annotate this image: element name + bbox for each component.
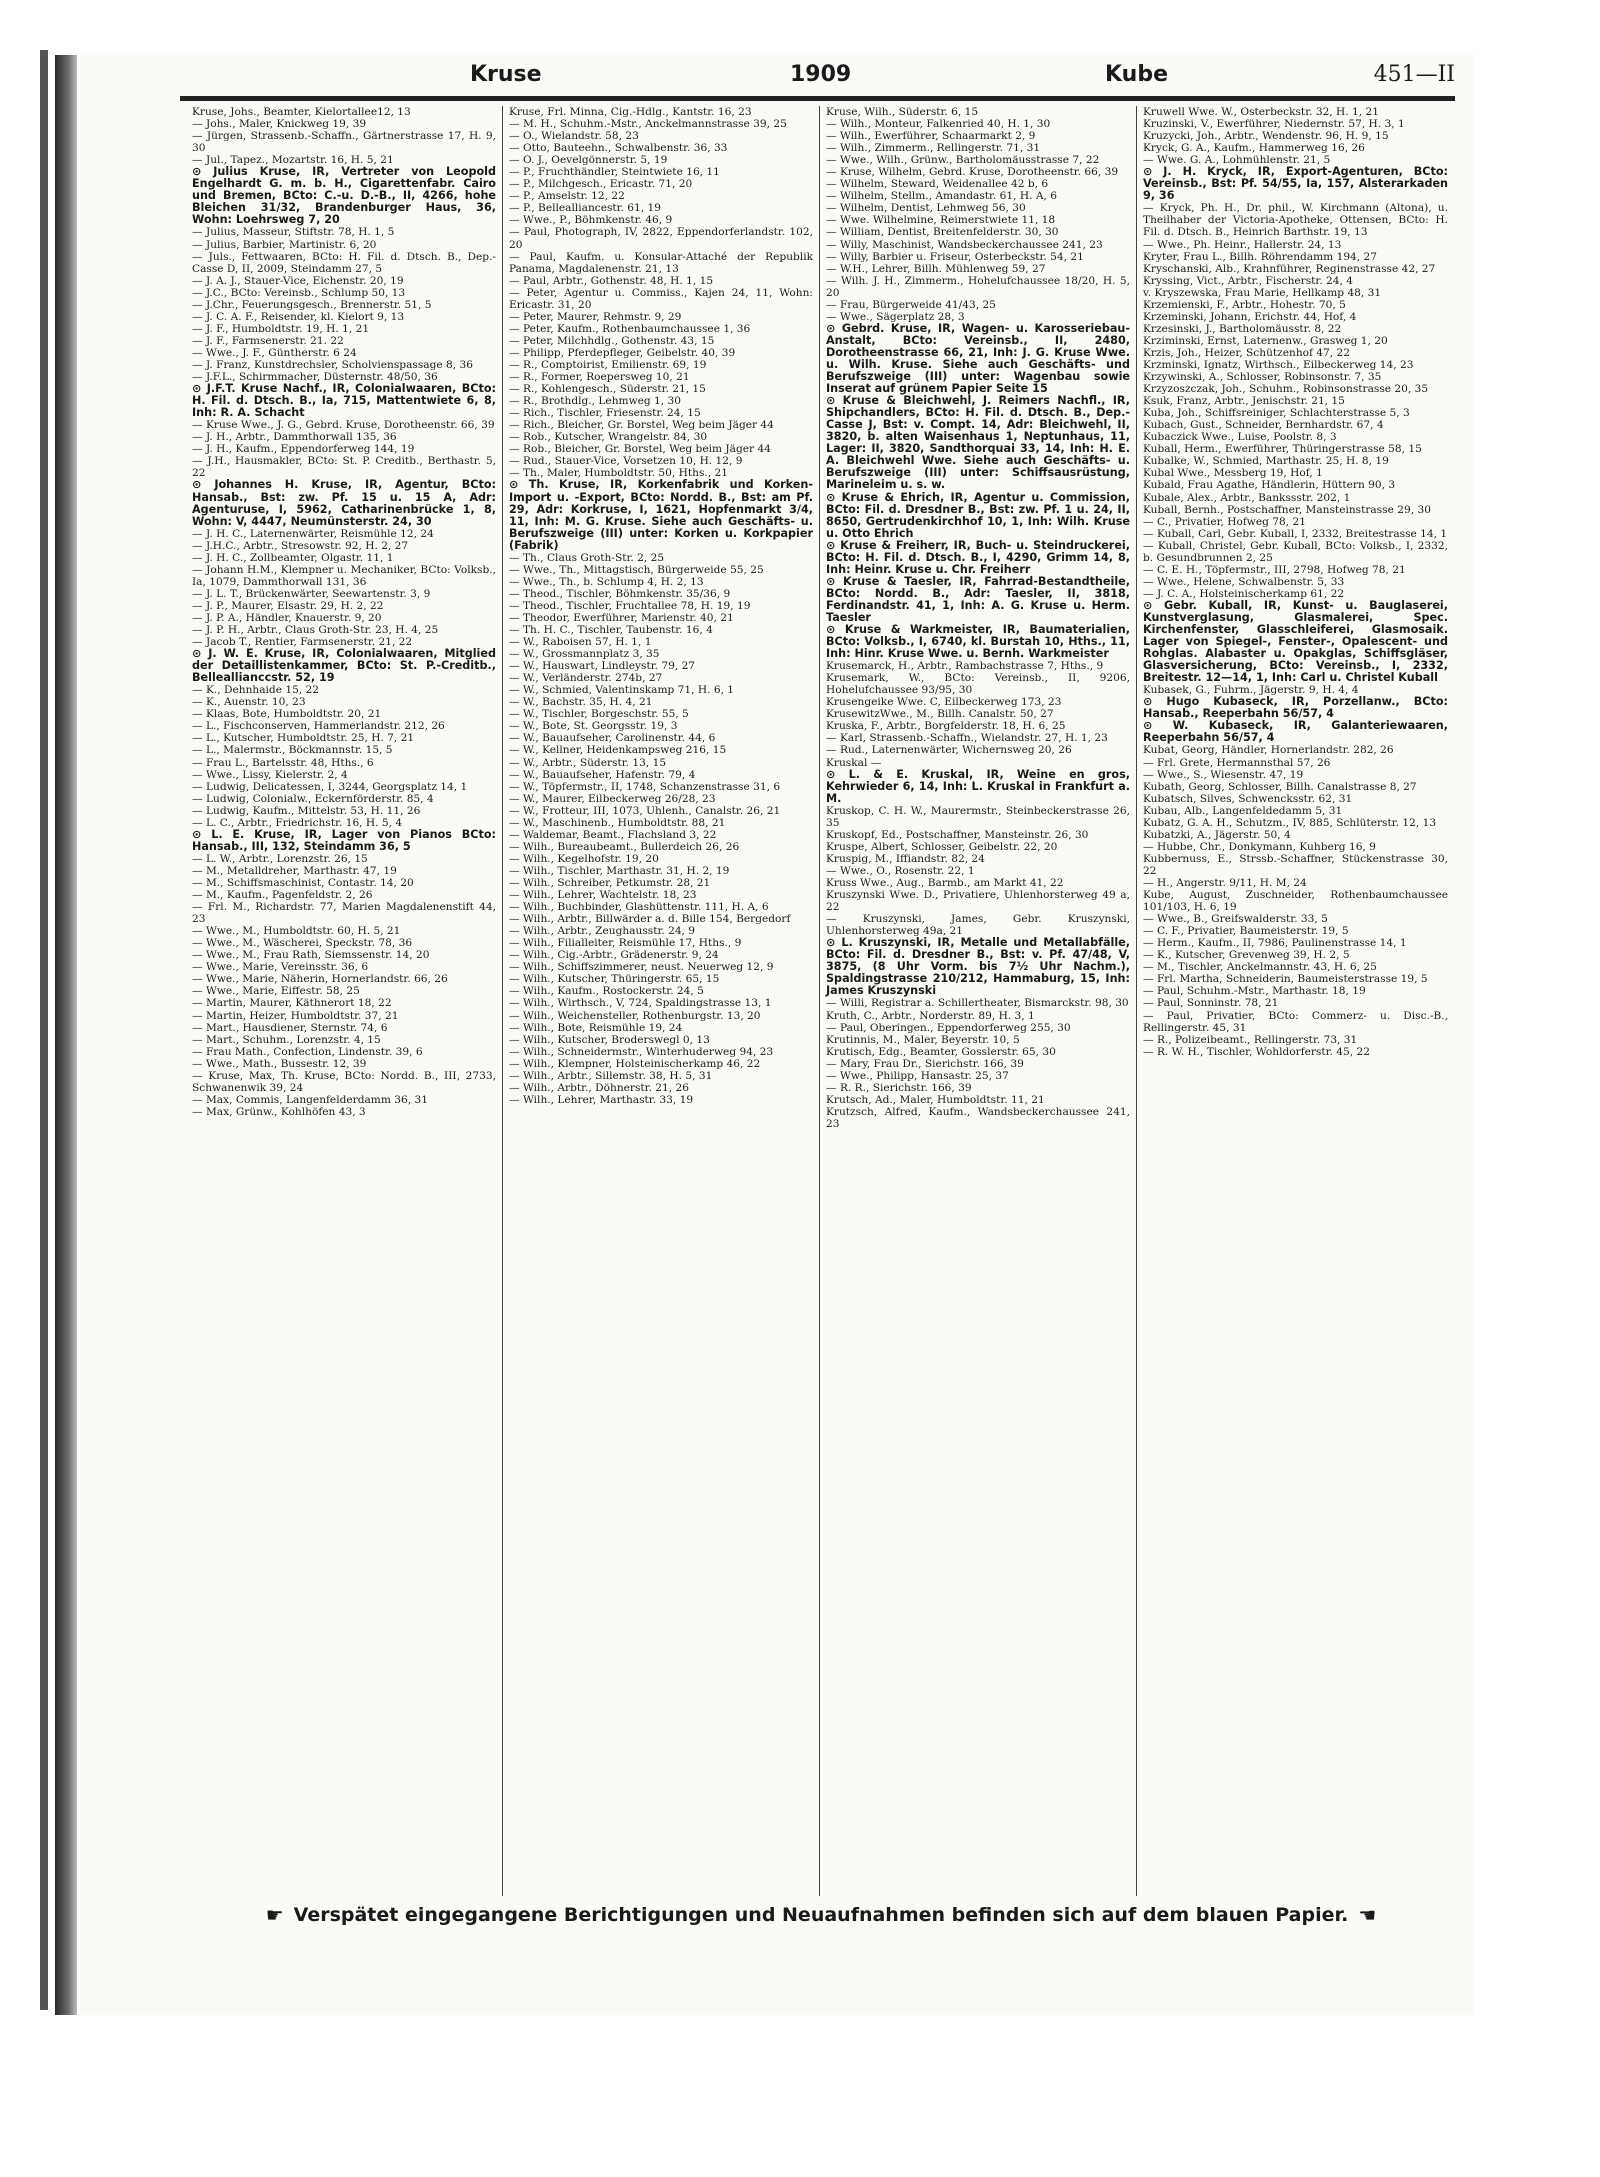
directory-entry: Krusemark, W., BCto: Vereinsb., II, 9206, Hohelufchaussee 93/95, 30 [826, 672, 1130, 697]
directory-entry: — K., Auenstr. 10, 23 [192, 696, 306, 709]
directory-entry: Krutisch, Edg., Beamter, Gosslerstr. 65, 30 [826, 1045, 1056, 1058]
directory-entry: — Hubbe, Chr., Donkymann, Kuhberg 16, 9 [1143, 840, 1376, 853]
directory-entry: Kruskopf, Ed., Postschaffner, Mansteinstr. 26, 30 [826, 828, 1089, 841]
directory-entry: ⊙ Hugo Kubaseck, IR, Porzellanw., BCto: Hansab., Reeperbahn 56/57, 4 [1143, 695, 1448, 721]
directory-entry: Kruth, C., Arbtr., Norderstr. 89, H. 3, 1 [826, 1009, 1035, 1022]
directory-entry: — Th. H. C., Tischler, Taubenstr. 16, 4 [509, 624, 713, 637]
directory-entry: Kubal Wwe., Messberg 19, Hof, 1 [1143, 467, 1323, 480]
header-year: 1909 [790, 62, 852, 87]
directory-entry: — Ludwig, Delicatessen, I, 3244, Georgsplatz 14, 1 [192, 780, 468, 793]
directory-entry: — Karl, Strassenb.-Schaffn., Wielandstr. 27, H. 1, 23 [826, 732, 1108, 745]
footer-text: Verspätet eingegangene Berichtigungen und Neuaufnahmen befinden sich auf dem blauen Papier. [293, 1904, 1349, 1926]
column-3 [820, 106, 1137, 1896]
directory-entry: ⊙ Kruse & Taesler, IR, Fahrrad-Bestandtheile, BCto: Nordd. B., Adr: Taesler, II, 3818, Ferdinandstr. 41, 1, Inh: A. G. Kruse u. Herm. Taesler [826, 574, 1130, 624]
directory-entry: — J. H. C., Laternenwärter, Reismühle 12, 24 [192, 527, 434, 540]
directory-entry: — Waldemar, Beamt., Flachsland 3, 22 [509, 828, 717, 841]
directory-entry: ⊙ Kruse & Freiherr, IR, Buch- u. Steindruckerei, BCto: H. Fil. d. Dtsch. B., I, 4290, Grimm 14, 8, Inh: Heinr. Kruse u. Chr. Freiherr [826, 538, 1130, 576]
directory-entry: — Martin, Heizer, Humboldtstr. 37, 21 [192, 1009, 399, 1022]
directory-entry: — Wilh., Arbtr., Billwärder a. d. Bille 154, Bergedorf [509, 913, 791, 926]
directory-entry: — P., Milchgesch., Ericastr. 71, 20 [509, 178, 693, 191]
directory-entry: Kruse, Johs., Beamter, Kielortallee12, 13 [192, 106, 411, 118]
directory-entry: — Wilh., Monteur, Falkenried 40, H. 1, 30 [826, 118, 1051, 131]
directory-entry: Kruspe, Albert, Schlosser, Geibelstr. 22, 20 [826, 840, 1058, 853]
directory-entry: — L., Fischconserven, Hammerlandstr. 212, 26 [192, 720, 445, 733]
directory-entry: — Philipp, Pferdepfleger, Geibelstr. 40, 39 [509, 346, 736, 359]
directory-entry: — Kuball, Carl, Gebr. Kuball, I, 2332, Breitestrasse 14, 1 [1143, 527, 1448, 540]
directory-entry: Kube, August, Zuschneider, Rothenbaumchaussee 101/103, H. 6, 19 [1143, 889, 1448, 914]
directory-entry: — Wwe., Th., Mittagstisch, Bürgerweide 55, 25 [509, 563, 764, 576]
directory-entry: — R., Kohlengesch., Süderstr. 21, 15 [509, 383, 706, 396]
directory-entry: — L., Malermstr., Böckmannstr. 15, 5 [192, 744, 393, 757]
directory-entry: — Wilh., Zimmerm., Rellingerstr. 71, 31 [826, 142, 1041, 155]
directory-entry: — Johann H.M., Klempner u. Mechaniker, BCto: Volksb., Ia, 1079, Dammthorwall 131, 36 [192, 563, 496, 588]
directory-entry: — Johs., Maler, Knickweg 19, 39 [192, 118, 367, 131]
directory-entry: Kryter, Frau L., Billh. Röhrendamm 194, 27 [1143, 250, 1378, 263]
directory-entry: — Wwe., Sägerplatz 28, 3 [826, 310, 965, 323]
directory-entry: ⊙ W. Kubaseck, IR, Galanteriewaaren, Reeperbahn 56/57, 4 [1143, 719, 1448, 745]
directory-entry: — J. H. C., Zollbeamter, Olgastr. 11, 1 [192, 551, 394, 564]
directory-entry: — M., Schiffsmaschinist, Contastr. 14, 20 [192, 877, 414, 889]
directory-entry: — J. F., Humboldtstr. 19, H. 1, 21 [192, 322, 370, 335]
directory-entry: — Wilh. J. H., Zimmerm., Hohelufchaussee 18/20, H. 5, 20 [826, 274, 1130, 299]
directory-entry: — Wwe., J. F., Güntherstr. 6 24 [192, 346, 357, 359]
directory-entry: — H., Angerstr. 9/11, H. M, 24 [1143, 877, 1307, 889]
directory-entry: ⊙ Johannes H. Kruse, IR, Agentur, BCto: Hansab., Bst: zw. Pf. 15 u. 15 A, Adr: Agenturuse, I, 5962, Catharinenbrücke 1, 8, Wohn: V, 4447, Neumünsterstr. 24, 30 [192, 478, 496, 528]
directory-entry: Kuba, Joh., Schiffsreiniger, Schlachterstrasse 5, 3 [1143, 407, 1410, 420]
directory-entry: — P., Amselstr. 12, 22 [509, 190, 625, 203]
directory-entry: — Kruszynski, James, Gebr. Kruszynski, Uhlenhorsterweg 49a, 21 [826, 913, 1130, 938]
directory-entry: — C. E. H., Töpfermstr., III, 2798, Hofweg 78, 21 [1143, 563, 1406, 576]
directory-entry: — Paul, Privatier, BCto: Commerz- u. Disc.-B., Rellingerstr. 45, 31 [1143, 1009, 1448, 1034]
directory-entry: Krzesinski, J., Bartholomäusstr. 8, 22 [1143, 322, 1342, 335]
directory-entry: Kruspig, M., Iffiandstr. 82, 24 [826, 852, 985, 865]
directory-entry: — Wilh., Schiffszimmerer, neust. Neuerweg 12, 9 [509, 961, 774, 974]
directory-entry: — R., Brothdlg., Lehmweg 1, 30 [509, 395, 682, 408]
directory-entry: KrusewitzWwe., M., Billh. Canalstr. 50, 27 [826, 708, 1054, 721]
directory-entry: — Th., Maler, Humboldtstr. 50, Hths., 21 [509, 467, 728, 480]
directory-entry: — W., Schmied, Valentinskamp 71, H. 6, 1 [509, 684, 735, 697]
directory-entry: — J. Franz, Kunstdrechsler, Scholvienspassage 8, 36 [192, 358, 473, 371]
directory-entry: — Kruse, Max, Th. Kruse, BCto: Nordd. B., III, 2733, Schwanenwik 39, 24 [192, 1069, 496, 1094]
directory-entry: — J. P., Maurer, Elsastr. 29, H. 2, 22 [192, 599, 384, 612]
directory-entry: — M., Kaufm., Pagenfeldstr. 2, 26 [192, 889, 373, 902]
directory-entry: ⊙ J.F.T. Kruse Nachf., IR, Colonialwaaren, BCto: H. Fil. d. Dtsch. B., Ia, 715, Mattentwiete 6, 8, Inh: R. A. Schacht [192, 382, 496, 420]
directory-entry: — J.Chr., Feuerungsgesch., Brennerstr. 51, 5 [192, 298, 432, 311]
directory-entry: — J. H., Arbtr., Dammthorwall 135, 36 [192, 431, 397, 444]
directory-entry: — Max, Commis, Langenfelderdamm 36, 31 [192, 1093, 428, 1106]
directory-entry: — W., Töpfermstr., II, 1748, Schanzenstrasse 31, 6 [509, 780, 781, 793]
directory-entry: Kruwell Wwe. W., Osterbeckstr. 32, H. 1, 21 [1143, 106, 1379, 118]
directory-entry: — Th., Claus Groth-Str. 2, 25 [509, 551, 665, 564]
footer-notice [186, 1900, 1456, 1930]
directory-entry: — W., Maurer, Eilbeckerweg 26/28, 23 [509, 792, 716, 805]
directory-entry: — M., Tischler, Anckelmannstr. 43, H. 6, 25 [1143, 961, 1377, 974]
directory-entry: — William, Dentist, Breitenfelderstr. 30, 30 [826, 226, 1059, 239]
directory-entry: — W., Bachstr. 35, H. 4, 21 [509, 696, 653, 709]
directory-entry: — Wilh., Klempner, Holsteinischerkamp 46, 22 [509, 1057, 761, 1070]
directory-entry: — M., Metalldreher, Marthastr. 47, 19 [192, 864, 397, 877]
directory-entry: — Wwe., P., Böhmkenstr. 46, 9 [509, 214, 673, 227]
directory-entry: — Wwe. Wilhelmine, Reimerstwiete 11, 18 [826, 214, 1056, 227]
directory-entry: — Rob., Kutscher, Wrangelstr. 84, 30 [509, 431, 708, 444]
directory-entry: — Theodor, Ewerführer, Marienstr. 40, 21 [509, 611, 734, 624]
directory-entry: — Wwe., O., Rosenstr. 22, 1 [826, 864, 975, 877]
directory-entry: Kubach, Gust., Schneider, Bernhardstr. 67, 4 [1143, 419, 1384, 432]
directory-entry: — Wilhelm, Dentist, Lehmweg 56, 30 [826, 202, 1026, 215]
directory-entry: — O. J., Oevelgönnerstr. 5, 19 [509, 154, 668, 167]
directory-entry: ⊙ Gebr. Kuball, IR, Kunst- u. Bauglaserei, Kunstverglasung, Glasmalerei, Spec. Kirchenfenster, Glasschleiferei, Glasmosaik. Lager von Spiegel-, Fenster-, Opalescent- und Rohglas. Alabaster u. Opakglas, Schiffsgläser, Glasversicherung, BCto: Vereinsb., I, 2332, Breitestr. 12—14, 1, Inh: Carl u. Christel Kuball [1143, 598, 1448, 685]
directory-entry: — Wwe., M., Humboldtstr. 60, H. 5, 21 [192, 925, 401, 938]
directory-entry: — Wwe., S., Wiesenstr. 47, 19 [1143, 768, 1304, 781]
directory-entry: — Frl. Grete, Hermannsthal 57, 26 [1143, 756, 1331, 769]
directory-entry: Krutinnis, M., Maler, Beyerstr. 10, 5 [826, 1033, 1020, 1046]
directory-entry: — Mart., Hausdiener, Sternstr. 74, 6 [192, 1021, 388, 1034]
directory-entry: — W., Bauaufseher, Carolinenstr. 44, 6 [509, 732, 716, 745]
directory-entry: — J.C., BCto: Vereinsb., Schlump 50, 13 [192, 286, 406, 299]
directory-entry: Kryck, G. A., Kaufm., Hammerweg 16, 26 [1143, 142, 1365, 155]
directory-entry: — Peter, Maurer, Rehmstr. 9, 29 [509, 310, 682, 323]
directory-entry: ⊙ L. E. Kruse, IR, Lager von Pianos BCto: Hansab., III, 132, Steindamm 36, 5 [192, 827, 496, 853]
directory-entry: — Wilhelm, Steward, Weidenallee 42 b, 6 [826, 178, 1049, 191]
directory-entry: — Frau, Bürgerweide 41/43, 25 [826, 298, 996, 311]
directory-entry: Kruzinski, V., Ewerführer, Niedernstr. 57, H. 3, 1 [1143, 118, 1405, 131]
directory-entry: Krzis, Joh., Heizer, Schützenhof 47, 22 [1143, 346, 1351, 359]
directory-entry: — J.F.L., Schirmmacher, Düsternstr. 48/50, 36 [192, 371, 438, 384]
directory-entry: Kubatzki, A., Jägerstr. 50, 4 [1143, 828, 1291, 841]
directory-entry: — W., Hauswart, Lindleystr. 79, 27 [509, 660, 696, 673]
directory-entry: — Wilh., Bureaubeamt., Bullerdeich 26, 26 [509, 840, 740, 853]
directory-entry: Kruszynski Wwe. D., Privatiere, Uhlenhorsterweg 49 a, 22 [826, 889, 1130, 914]
directory-entry: Krusemarck, H., Arbtr., Rambachstrasse 7, Hths., 9 [826, 660, 1104, 673]
directory-entry: Kubaczick Wwe., Luise, Poolstr. 8, 3 [1143, 431, 1337, 444]
directory-entry: Krziminski, Ernst, Laternenw., Grasweg 1, 20 [1143, 334, 1388, 347]
directory-entry: — Kruse, Wilhelm, Gebrd. Kruse, Dorotheenstr. 66, 39 [826, 166, 1119, 179]
directory-entry: — Wilhelm, Stellm., Amandastr. 61, H. A, 6 [826, 190, 1057, 203]
directory-entry: — Wilh., Cig.-Arbtr., Grädenerstr. 9, 24 [509, 949, 719, 962]
directory-entry: Kruskal — [826, 756, 882, 769]
directory-entry: — W., Verländerstr. 274b, 27 [509, 672, 663, 685]
directory-entry: — Jürgen, Strassenb.-Schaffn., Gärtnerstrasse 17, H. 9, 30 [192, 130, 496, 155]
directory-entry: — Rob., Bleicher, Gr. Borstel, Weg beim Jäger 44 [509, 443, 771, 456]
directory-entry: — R. W. H., Tischler, Wohldorferstr. 45, 22 [1143, 1045, 1370, 1058]
directory-entry: ⊙ Gebrd. Kruse, IR, Wagen- u. Karosseriebau-Anstalt, BCto: Vereinsb., II, 2480, Dorotheenstrasse 66, 21, Inh: J. G. Kruse Wwe. u. Wilh. Kruse. Siehe auch Geschäfts- und Berufszweige (III) unter: Wagenbau sowie Inserat auf grünem Papier Seite 15 [826, 321, 1130, 396]
directory-entry: ⊙ Kruse & Bleichwehl, J. Reimers Nachfl., IR, Shipchandlers, BCto: H. Fil. d. Dtsch. B., Dep.-Casse J, Bst: v. Compt. 14, Adr: Bleichwehl, II, 3820, b. alten Waisenhaus 1, Neptunhaus, 11, Lager: II, 3820, Sandthorquai 33, 14, Inh: H. E. A. Bleichwehl Wwe. Siehe auch Geschäfts- u. Berufszweige (III) unter: Schiffsausrüstung, Marineleim u. s. w. [826, 394, 1130, 492]
directory-entry: ⊙ Kruse & Ehrich, IR, Agentur u. Commission, BCto: Fil. d. Dresdner B., Bst: zw. Pf. 1 u. 24, II, 8650, Gertrudenkirchhof 10, 1, Inh: Wilh. Kruse u. Otto Ehrich [826, 490, 1130, 540]
directory-entry: — J. P. A., Händler, Knauerstr. 9, 20 [192, 611, 382, 624]
directory-entry: Kubalke, W., Schmied, Marthastr. 25, H. 8, 19 [1143, 455, 1389, 468]
directory-entry: — Wilh., Arbtr., Zeughausstr. 24, 9 [509, 925, 696, 938]
directory-entry: — Wilh., Wirthsch., V, 724, Spaldingstrasse 13, 1 [509, 997, 772, 1010]
directory-entry: Kubat, Georg, Händler, Hornerlandstr. 282, 26 [1143, 744, 1394, 757]
directory-entry: Krzywinski, A., Schlosser, Robinsonstr. 7, 35 [1143, 371, 1382, 384]
directory-entry: Kruska, F., Arbtr., Borgfelderstr. 18, H. 6, 25 [826, 720, 1066, 733]
header-left-keyword: Kruse [470, 62, 542, 87]
directory-entry: ⊙ Th. Kruse, IR, Korkenfabrik und Korken-Import u. -Export, BCto: Nordd. B., Bst: am Pf. 29, Adr: Korkruse, I, 1621, Hopfenmarkt 3/4, 11, Inh: M. G. Kruse. Siehe auch Geschäfts- u. Berufszweige (III) unter: Korken u. Korkpapier (Fabrik) [509, 478, 813, 552]
directory-entry: — L. C., Arbtr., Friedrichstr. 16, H. 5, 4 [192, 816, 403, 829]
directory-entry: — R., Comptoirist, Emilienstr. 69, 19 [509, 358, 707, 371]
directory-entry: — Wwe., Marie, Vereinsstr. 36, 6 [192, 961, 369, 974]
directory-entry: — Wwe., M., Wäscherei, Speckstr. 78, 36 [192, 937, 413, 950]
directory-entry: — Martin, Maurer, Käthnerort 18, 22 [192, 997, 392, 1010]
directory-entry: — Jul., Tapez., Mozartstr. 16, H. 5, 21 [192, 154, 394, 167]
directory-entry: Kubale, Alex., Arbtr., Bankssstr. 202, 1 [1143, 491, 1351, 504]
directory-entry: — Wilh., Tischler, Marthastr. 31, H. 2, 19 [509, 864, 730, 877]
directory-entry: — L., Kutscher, Humboldtstr. 25, H. 7, 21 [192, 732, 415, 745]
directory-entry: — Wilh., Buchbinder, Glashüttenstr. 111, H. A, 6 [509, 901, 769, 914]
directory-entry: — Wilh., Weichensteller, Rothenburgstr. 13, 20 [509, 1009, 761, 1022]
column-1 [186, 106, 503, 1896]
directory-entry: — C. F., Privatier, Baumeisterstr. 19, 5 [1143, 925, 1349, 938]
directory-entry: Krutsch, Ad., Maler, Humboldtstr. 11, 21 [826, 1093, 1045, 1106]
directory-entry: ⊙ J. H. Kryck, IR, Export-Agenturen, BCto: Vereinsb., Bst: Pf. 54/55, Ia, 157, Alsterarkaden 9, 36 [1143, 165, 1448, 203]
directory-entry: — Willy, Barbier u. Friseur, Osterbeckstr. 54, 21 [826, 250, 1084, 263]
directory-entry: — Frl. M., Richardstr. 77, Marien Magdalenenstift 44, 23 [192, 901, 496, 926]
directory-entry: — Rich., Tischler, Friesenstr. 24, 15 [509, 407, 701, 420]
directory-entry: — Frau Math., Confection, Lindenstr. 39, 6 [192, 1045, 423, 1058]
directory-entry: Kruss Wwe., Aug., Barmb., am Markt 41, 22 [826, 877, 1064, 889]
directory-entry: — Wwe., Marie, Eiffestr. 58, 25 [192, 985, 360, 998]
directory-entry: — Wwe., B., Greifswalderstr. 33, 5 [1143, 913, 1328, 926]
directory-entry: — Mary, Frau Dr., Sierichstr. 166, 39 [826, 1057, 1024, 1070]
directory-entry: — Wilh., Kutscher, Broderswegl 0, 13 [509, 1033, 710, 1046]
directory-entry: — Paul, Oberingen., Eppendorferweg 255, 30 [826, 1021, 1071, 1034]
directory-entry: — Jacob T., Rentier, Farmsenerstr. 21, 22 [192, 636, 413, 649]
directory-entry: — P., Fruchthändler, Steintwiete 16, 11 [509, 166, 720, 179]
directory-entry: — Wwe., Lissy, Kielerstr. 2, 4 [192, 768, 348, 781]
page-number: 451—II [1373, 62, 1455, 87]
header-rule [180, 96, 1455, 101]
directory-entry: — Wwe., Th., b. Schlump 4, H. 2, 13 [509, 575, 704, 588]
directory-entry: Kruse, Frl. Minna, Cig.-Hdlg., Kantstr. 16, 23 [509, 106, 752, 118]
directory-entry: Kryschanski, Alb., Krahnführer, Reginenstrasse 42, 27 [1143, 262, 1436, 275]
scan-edge [40, 50, 48, 2010]
directory-entry: — J. H., Kaufm., Eppendorferweg 144, 19 [192, 443, 415, 456]
directory-entry: — W., Grossmannplatz 3, 35 [509, 648, 660, 661]
directory-entry: — J. L. T., Brückenwärter, Seewartenstr. 3, 9 [192, 587, 431, 600]
directory-entry: Krzminski, Ignatz, Wirthsch., Eilbeckerweg 14, 23 [1143, 358, 1414, 371]
directory-entry: — R., Polizeibeamt., Rellingerstr. 73, 31 [1143, 1033, 1358, 1046]
directory-entry: Krutzsch, Alfred, Kaufm., Wandsbeckerchaussee 241, 23 [826, 1105, 1130, 1130]
directory-entry: Kruse, Wilh., Süderstr. 6, 15 [826, 106, 979, 118]
pointing-hand-right-icon: ☚ [1358, 1903, 1377, 1927]
directory-entry: — Wwe., Philipp, Hansastr. 25, 37 [826, 1069, 1009, 1082]
directory-entry: — Kruse Wwe., J. G., Gebrd. Kruse, Dorotheenstr. 66, 39 [192, 419, 495, 432]
directory-entry: Krzyzoszczak, Joh., Schuhm., Robinsonstrasse 20, 35 [1143, 383, 1429, 396]
directory-entry: — Paul, Arbtr., Gothenstr. 48, H. 1, 15 [509, 274, 714, 287]
directory-entry: — W., Bote, St. Georgsstr. 19, 3 [509, 720, 678, 733]
directory-entry: Krzemienski, F., Arbtr., Hohestr. 70, 5 [1143, 298, 1346, 311]
directory-entry: — Willy, Maschinist, Wandsbeckerchaussee 241, 23 [826, 238, 1103, 251]
directory-entry: ⊙ L. Kruszynski, IR, Metalle und Metallabfälle, BCto: Fil. d. Dresdner B., Bst: v. Pf. 47/48, V, 3875, (8 Uhr Vorm. bis 7½ Uhr Nachm.), Spaldingstrasse 210/212, Hammaburg, 15, Inh: James Kruszynski [826, 936, 1130, 998]
directory-entry: — Frl. Martha, Schneiderin, Baumeisterstrasse 19, 5 [1143, 973, 1428, 986]
directory-entry: — W., Raboisen 57, H. 1, 1 [509, 636, 652, 649]
directory-entry: — Wilh., Arbtr., Sillemstr. 38, H. 5, 31 [509, 1069, 713, 1082]
directory-entry: Kubald, Frau Agathe, Händlerin, Hüttern 90, 3 [1143, 479, 1396, 492]
directory-entry: — R. R., Sierichstr. 166, 39 [826, 1081, 972, 1094]
directory-entry: — Ludwig, Colonialw., Eckernförderstr. 85, 4 [192, 792, 434, 805]
page-binding-shadow [55, 55, 77, 2015]
directory-entry: v. Kryszewska, Frau Marie, Hellkamp 48, 31 [1143, 286, 1382, 299]
directory-entry: — W., Bauaufseher, Hafenstr. 79, 4 [509, 768, 696, 781]
directory-entry: — Wilh., Lehrer, Wachtelstr. 18, 23 [509, 889, 697, 902]
directory-entry: Kubbernuss, E., Strssb.-Schaffner, Stückenstrasse 30, 22 [1143, 852, 1448, 877]
directory-entry: Krzeminski, Johann, Erichstr. 44, Hof, 4 [1143, 310, 1357, 323]
directory-entry: — Wilh., Kegelhofstr. 19, 20 [509, 852, 659, 865]
directory-entry: — Wilh., Kutscher, Thüringerstr. 65, 15 [509, 973, 720, 986]
directory-entry: — Wilh., Arbtr., Döhnerstr. 21, 26 [509, 1081, 689, 1094]
directory-entry: ⊙ Julius Kruse, IR, Vertreter von Leopold Engelhardt G. m. b. H., Cigarettenfabr. Cairo und Bremen, BCto: C.-u. D.-B., II, 4266, hohe Bleichen 31/32, Brandenburger Haus, 36, Wohn: Loehrsweg 7, 20 [192, 165, 496, 227]
directory-entry: Kruskop, C. H. W., Maurermstr., Steinbeckerstrasse 26, 35 [826, 804, 1130, 829]
directory-entry: — Paul, Schuhm.-Mstr., Marthastr. 18, 19 [1143, 985, 1366, 998]
directory-entry: — Rud., Laternenwärter, Wichernsweg 20, 26 [826, 744, 1072, 757]
directory-entry: — O., Wielandstr. 58, 23 [509, 130, 639, 143]
directory-entry: — Ludwig, Kaufm., Mittelstr. 53, H. 11, 26 [192, 804, 421, 817]
directory-entry: ⊙ J. W. E. Kruse, IR, Colonialwaaren, Mitglied der Detaillistenkammer, BCto: St. P.-Creditb., Belleallianccstr. 52, 19 [192, 647, 496, 685]
directory-entry: — J. F., Farmsenerstr. 21. 22 [192, 334, 344, 347]
directory-entry: Ksuk, Franz, Arbtr., Jenischstr. 21, 15 [1143, 395, 1345, 408]
directory-entry: — Wwe., Math., Bussestr. 12, 39 [192, 1057, 367, 1070]
directory-entry: Kubatsch, Silves, Schwencksstr. 62, 31 [1143, 792, 1353, 805]
directory-entry: — Wwe., Marie, Näherin, Hornerlandstr. 66, 26 [192, 973, 448, 986]
directory-entry: — Rich., Bleicher, Gr. Borstel, Weg beim Jäger 44 [509, 419, 774, 432]
directory-entry: — Paul, Kaufm. u. Konsular-Attaché der Republik Panama, Magdalenenstr. 21, 13 [509, 250, 813, 275]
directory-entry: — Wwe., Helene, Schwalbenstr. 5, 33 [1143, 575, 1345, 588]
column-4 [1137, 106, 1454, 1896]
directory-entry: — W., Kellner, Heidenkampsweg 216, 15 [509, 744, 727, 757]
directory-entry: Kruzycki, Joh., Arbtr., Wendenstr. 96, H. 9, 15 [1143, 130, 1389, 143]
directory-entry: — Wilh., Lehrer, Marthastr. 33, 19 [509, 1093, 694, 1106]
directory-entry: — Klaas, Bote, Humboldtstr. 20, 21 [192, 708, 382, 721]
directory-entry: — Rud., Stauer-Vice, Vorsetzen 10, H. 12, 9 [509, 455, 743, 468]
column-2 [503, 106, 820, 1896]
directory-entry: — Wwe. G. A., Lohmühlenstr. 21, 5 [1143, 154, 1331, 167]
pointing-hand-left-icon: ☛ [265, 1903, 284, 1927]
directory-entry: — Max, Grünw., Kohlhöfen 43, 3 [192, 1105, 366, 1118]
directory-entry: — Wwe., Ph. Heinr., Hallerstr. 24, 13 [1143, 238, 1342, 251]
directory-entry: — P., Bellealliancestr. 61, 19 [509, 202, 661, 215]
directory-entry: — Juls., Fettwaaren, BCto: H. Fil. d. Dtsch. B., Dep.-Casse D, II, 2009, Steindamm 27, 5 [192, 250, 496, 275]
directory-entry: Kubath, Georg, Schlosser, Billh. Canalstrasse 8, 27 [1143, 780, 1417, 793]
directory-entry: — J. A. J., Stauer-Vice, Eichenstr. 20, 19 [192, 274, 404, 287]
directory-entry: — Peter, Agentur u. Commiss., Kajen 24, 11, Wohn: Ericastr. 31, 20 [509, 286, 813, 311]
directory-entry: — Peter, Kaufm., Rothenbaumchaussee 1, 36 [509, 322, 751, 335]
directory-entry: — R., Former, Roepersweg 10, 21 [509, 371, 690, 384]
directory-entry: — J.H.C., Arbtr., Stresowstr. 92, H. 2, 27 [192, 539, 409, 552]
directory-entry: — Wilh., Kaufm., Rostockerstr. 24, 5 [509, 985, 704, 998]
directory-entry: Kubau, Alb., Langenfeldedamm 5, 31 [1143, 804, 1343, 817]
page-header [100, 62, 1460, 96]
directory-entry: — W., Arbtr., Süderstr. 13, 15 [509, 756, 667, 769]
directory-entry: — Julius, Masseur, Stiftstr. 78, H. 1, 5 [192, 226, 395, 239]
directory-entry: — Herm., Kaufm., II, 7986, Paulinenstrasse 14, 1 [1143, 937, 1407, 950]
directory-entry: — W.H., Lehrer, Billh. Mühlenweg 59, 27 [826, 262, 1046, 275]
directory-entry: ⊙ Kruse & Warkmeister, IR, Baumaterialien, BCto: Volksb., I, 6740, kl. Burstah 10, Hths., 11, Inh: Hinr. Kruse Wwe. u. Bernh. Warkmeister [826, 623, 1130, 661]
directory-entry: — Wilh., Filialleiter, Reismühle 17, Hths., 9 [509, 937, 742, 950]
directory-entry: — K., Kutscher, Grevenweg 39, H. 2, 5 [1143, 949, 1350, 962]
directory-entry: — Wwe., Wilh., Grünw., Bartholomäusstrasse 7, 22 [826, 154, 1100, 167]
directory-entry: — J. P. H., Arbtr., Claus Groth-Str. 23, H. 4, 25 [192, 624, 439, 637]
directory-entry: — J. C. A., Holsteinischerkamp 61, 22 [1143, 587, 1345, 600]
directory-entry: — Wilh., Ewerführer, Schaarmarkt 2, 9 [826, 130, 1036, 143]
directory-entry: ⊙ L. & E. Kruskal, IR, Weine en gros, Kehrwieder 6, 14, Inh: L. Kruskal in Frankfurt a. M. [826, 767, 1130, 805]
directory-entry: — Kuball, Christel, Gebr. Kuball, BCto: Volksb., I, 2332, b. Gesundbrunnen 2, 25 [1143, 539, 1448, 564]
directory-entry: Kubatz, G. A. H., Schutzm., IV, 885, Schlüterstr. 12, 13 [1143, 816, 1437, 829]
directory-entry: — Frau L., Bartelsstr. 48, Hths., 6 [192, 756, 374, 769]
directory-entry: Krusengeike Wwe. C, Eilbeckerweg 173, 23 [826, 696, 1062, 709]
header-right-keyword: Kube [1105, 62, 1168, 87]
directory-entry: — Paul, Photograph, IV, 2822, Eppendorferlandstr. 102, 20 [509, 226, 813, 251]
directory-entry: — W., Tischler, Borgeschstr. 55, 5 [509, 708, 689, 721]
directory-entry: — Theod., Tischler, Böhmkenstr. 35/36, 9 [509, 587, 731, 600]
directory-entry: — K., Dehnhaide 15, 22 [192, 684, 320, 697]
directory-entry: — Peter, Milchhdlg., Gothenstr. 43, 15 [509, 334, 715, 347]
directory-entry: — Julius, Barbier, Martinistr. 6, 20 [192, 238, 377, 251]
directory-entry: — Kryck, Ph. H., Dr. phil., W. Kirchmann (Altona), u. Theilhaber der Victoria-Apotheke, Ottensen, BCto: H. Fil. d. Dtsch. B., Heinrich Barthstr. 19, 13 [1143, 202, 1448, 239]
directory-entry: — Wilh., Bote, Reismühle 19, 24 [509, 1021, 683, 1034]
directory-entry: — Wwe., M., Frau Rath, Siemssenstr. 14, 20 [192, 949, 430, 962]
directory-entry: — J.H., Hausmakler, BCto: St. P. Creditb., Berthastr. 5, 22 [192, 455, 496, 480]
directory-entry: — Willi, Registrar a. Schillertheater, Bismarckstr. 98, 30 [826, 997, 1129, 1010]
directory-entry: — J. C. A. F., Reisender, kl. Kielort 9, 13 [192, 310, 405, 323]
directory-entry: Kuball, Bernh., Postschaffner, Mansteinstrasse 29, 30 [1143, 503, 1431, 516]
directory-entry: — L. W., Arbtr., Lorenzstr. 26, 15 [192, 852, 368, 865]
directory-columns [186, 106, 1454, 1896]
directory-entry: — W., Frotteur, III, 1073, Uhlenh., Canalstr. 26, 21 [509, 804, 781, 817]
directory-entry: — W., Maschinenb., Humboldtstr. 88, 21 [509, 816, 726, 829]
directory-entry: Kuball, Herm., Ewerführer, Thüringerstrasse 58, 15 [1143, 443, 1422, 456]
directory-entry: Kubasek, G., Fuhrm., Jägerstr. 9, H. 4, 4 [1143, 684, 1359, 697]
directory-entry: — Otto, Bauteehn., Schwalbenstr. 36, 33 [509, 142, 728, 155]
directory-entry: — Wilh., Schreiber, Petkumstr. 28, 21 [509, 877, 711, 889]
directory-entry: — Paul, Sonninstr. 78, 21 [1143, 997, 1279, 1010]
directory-entry: — C., Privatier, Hofweg 78, 21 [1143, 515, 1306, 528]
directory-entry: Kryssing, Vict., Arbtr., Fischerstr. 24, 4 [1143, 274, 1354, 287]
directory-entry: — M. H., Schuhm.-Mstr., Anckelmannstrasse 39, 25 [509, 118, 787, 131]
directory-entry: — Wilh., Schneidermstr., Winterhuderweg 94, 23 [509, 1045, 774, 1058]
directory-entry: — Theod., Tischler, Fruchtallee 78, H. 19, 19 [509, 599, 751, 612]
directory-entry: — Mart., Schuhm., Lorenzstr. 4, 15 [192, 1033, 381, 1046]
